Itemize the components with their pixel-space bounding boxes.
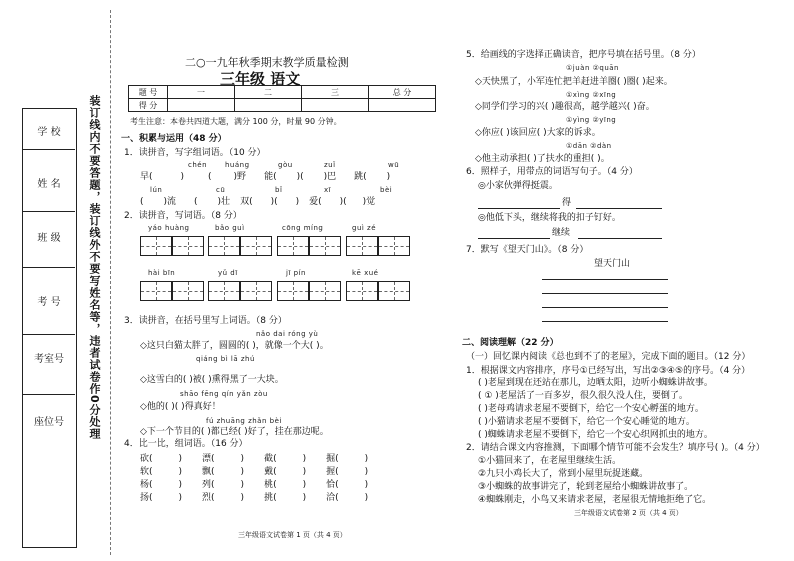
divider <box>23 149 75 150</box>
q3-sentence: ◇他的( )( )得真好！ <box>140 402 221 412</box>
score-table <box>128 85 436 112</box>
writing-grid[interactable] <box>346 236 378 256</box>
score-cell[interactable] <box>168 99 235 112</box>
section-2-heading: 二、阅读理解（22 分） <box>462 338 559 348</box>
q3-pinyin: shāo fēng qín yǎn zòu <box>180 390 268 398</box>
q5-pinyin-options: ①xìng ②xīng <box>566 91 617 99</box>
q4-row: 扬( ) 烈( ) 挑( ) 洽( ) <box>140 493 369 503</box>
q1-pinyin: huáng <box>225 161 250 169</box>
score-header-cell: 二 <box>235 86 302 99</box>
q3-pinyin: qiáng bì lā zhú <box>196 355 255 363</box>
r2-heading: 2．请结合课文内容推测，下面哪个情节可能不会发生？填序号( )。（4 分） <box>466 443 765 453</box>
q2-pinyin: yǔ dī <box>218 269 238 277</box>
q2-pinyin: bǎo guì <box>215 224 245 232</box>
q1-pinyin: bǐ <box>275 186 283 194</box>
answer-line[interactable] <box>478 208 560 209</box>
writing-grid[interactable] <box>378 236 410 256</box>
answer-line[interactable] <box>478 238 550 239</box>
q3-pinyin: fú zhuāng zhǎn bèi <box>206 417 282 425</box>
writing-grid[interactable] <box>277 281 309 301</box>
q5-sentence: ◇同学们学习的兴( )趣很高，越学越兴( )奋。 <box>475 102 655 112</box>
writing-grid[interactable] <box>309 236 341 256</box>
writing-grid[interactable] <box>277 236 309 256</box>
r2-item: ③小蜘蛛的故事讲完了，轮到老屋给小蜘蛛讲故事了。 <box>478 482 694 492</box>
q5-pinyin-options: ①yìng ②yīng <box>566 116 617 124</box>
score-cell[interactable] <box>369 99 436 112</box>
exam-room-label: 考室号 <box>34 354 64 365</box>
writing-grid[interactable] <box>172 236 204 256</box>
writing-grid[interactable] <box>378 281 410 301</box>
score-cell[interactable] <box>235 99 302 112</box>
r1-heading: 1．根据课文内容排序，序号①已经写出，写出②③④⑤的序号。（4 分） <box>466 366 751 376</box>
score-cell[interactable] <box>302 99 369 112</box>
writing-grid[interactable] <box>240 236 272 256</box>
poem-line[interactable] <box>542 321 668 322</box>
binding-dashed-line <box>110 10 111 555</box>
exam-number-label: 考 号 <box>37 297 61 308</box>
q1-pinyin: lún <box>150 186 163 194</box>
q6-heading: 6．照样子，用带点的词语写句子。（4 分） <box>466 167 638 177</box>
q4-row: 杨( ) 列( ) 桃( ) 恰( ) <box>140 480 369 490</box>
q1-pinyin: cū <box>216 186 226 194</box>
writing-grid[interactable] <box>208 236 240 256</box>
writing-grid[interactable] <box>346 281 378 301</box>
poem-line[interactable] <box>542 279 668 280</box>
answer-line[interactable] <box>576 208 662 209</box>
divider <box>23 267 75 268</box>
q1-line2: ( )流 ( )壮 双( )( ) 爱( )( )觉 <box>140 197 376 207</box>
q1-pinyin: zuǐ <box>324 161 336 169</box>
name-label: 姓 名 <box>37 179 61 190</box>
q1-pinyin: xī <box>324 186 332 194</box>
writing-grid[interactable] <box>309 281 341 301</box>
page-footer-1: 三年级语文试卷第 1 页（共 4 页） <box>238 531 347 539</box>
score-header-cell: 题 号 <box>129 86 168 99</box>
q2-pinyin: jī pín <box>286 269 306 277</box>
school-label: 学 校 <box>37 127 61 138</box>
q5-pinyin-options: ①dān ②dàn <box>566 142 612 150</box>
q3-sentence: ◇下一个节目的( )都已经( )好了，挂在那边呢。 <box>140 427 329 437</box>
page-footer-2: 三年级语文试卷第 2 页（共 4 页） <box>574 509 683 517</box>
score-row-label: 得 分 <box>129 99 168 112</box>
q5-sentence: ◇他主动承担( )了扶水的重担( )。 <box>475 154 610 164</box>
section-1-heading: 一、积累与运用（48 分） <box>121 134 227 144</box>
q6-keyword: 继续 <box>552 228 571 238</box>
q1-line1: 早( ) ( )野 能( )( )巴 跳( ) <box>140 172 391 182</box>
q5-sentence: ◇你应( )该回应( )大家的诉求。 <box>475 128 601 138</box>
q1-pinyin: wū <box>388 161 400 169</box>
q4-row: 砍( ) 漂( ) 截( ) 掘( ) <box>140 454 369 464</box>
q3-pinyin: nǎo dai róng yù <box>256 330 319 338</box>
q1-heading: 1．读拼音，写字组词语。（10 分） <box>124 148 266 158</box>
q1-pinyin: chén <box>188 161 208 169</box>
exam-notice: 考生注意：本卷共四道大题，满分 100 分，时量 90 分钟。 <box>130 117 342 126</box>
divider <box>23 394 75 395</box>
q2-pinyin: cōng míng <box>282 224 324 232</box>
q2-heading: 2．读拼音，写词语。（8 分） <box>124 211 242 221</box>
exam-title: 二○一九年秋季期末教学质量检测 <box>185 56 349 69</box>
q4-heading: 4．比一比，组词语。（16 分） <box>124 439 248 449</box>
r2-item: ②九只小鸡长大了，常到小屋里玩捉迷藏。 <box>478 469 649 479</box>
q6-keyword: 得 <box>562 198 572 208</box>
reading-subsection: （一）回忆课内阅读《总也到不了的老屋》，完成下面的题目。（12 分） <box>466 352 751 362</box>
r1-item: ( )蜘蛛请求老屋不要倒下，给它一个安心织网抓虫的地方。 <box>478 430 713 440</box>
q1-pinyin: gòu <box>278 161 293 169</box>
grade-title: 三年级 语文 <box>220 70 301 88</box>
q5-heading: 5．给画线的字选择正确读音，把序号填在括号里。（8 分） <box>466 50 701 60</box>
q1-pinyin: bèi <box>380 186 393 194</box>
writing-grid[interactable] <box>240 281 272 301</box>
q3-sentence: ◇这只白猫太胖了，圆圆的( )，就像一个大( )。 <box>140 341 329 351</box>
writing-grid[interactable] <box>140 236 172 256</box>
r2-item: ①小猫回来了，在老屋里继续生活。 <box>478 456 622 466</box>
binding-warning: 装订线内不要答题，装订线外不要写姓名等，违者试卷作0分处理 <box>88 95 101 440</box>
writing-grid[interactable] <box>172 281 204 301</box>
q5-sentence: ◇天快黑了，小军连忙把羊赶进羊圈( )圈( )起来。 <box>475 77 673 87</box>
poem-title: 望天门山 <box>594 259 631 269</box>
q3-sentence: ◇这雪白的( )被( )熏得黑了一大块。 <box>140 375 284 385</box>
divider <box>23 334 75 335</box>
divider <box>23 211 75 212</box>
writing-grid[interactable] <box>208 281 240 301</box>
score-header-cell: 三 <box>302 86 369 99</box>
class-label: 班 级 <box>37 233 61 244</box>
r1-item: ( )老母鸡请求老屋不要倒下，给它一个安心孵蛋的地方。 <box>478 404 704 414</box>
r1-item: ( ① )老屋活了一百多岁，很久很久没人住，要倒了。 <box>478 391 688 401</box>
q2-pinyin: guì zé <box>352 224 377 232</box>
poem-line[interactable] <box>542 293 668 294</box>
r2-item: ④蜘蛛刚走，小鸟又来请求老屋，老屋很无情地拒绝了它。 <box>478 495 712 505</box>
q5-pinyin-options: ①juàn ②quān <box>566 64 619 72</box>
poem-line[interactable] <box>542 307 668 308</box>
q2-pinyin: yáo huàng <box>148 224 190 232</box>
score-header-cell: 总 分 <box>369 86 436 99</box>
q6-example: ◎他低下头，继续将我的扣子钉好。 <box>478 213 621 223</box>
r1-item: ( )老屋到现在还站在那儿，边晒太阳，边听小蜘蛛讲故事。 <box>478 378 713 388</box>
r1-item: ( )小猫请求老屋不要倒下，给它一个安心睡觉的地方。 <box>478 417 695 427</box>
answer-line[interactable] <box>578 238 662 239</box>
q7-heading: 7．默写《望天门山》。（8 分） <box>466 245 589 255</box>
q4-row: 软( ) 飘( ) 戴( ) 握( ) <box>140 467 369 477</box>
q3-heading: 3．读拼音，在括号里写上词语。（8 分） <box>124 316 287 326</box>
q2-pinyin: kē xué <box>352 269 379 277</box>
student-info-table <box>22 108 77 548</box>
q6-example: ◎小家伙弹得挺震。 <box>478 181 558 191</box>
seat-label: 座位号 <box>34 417 64 428</box>
score-header-cell: 一 <box>168 86 235 99</box>
q2-pinyin: hài bīn <box>148 269 176 277</box>
writing-grid[interactable] <box>140 281 172 301</box>
